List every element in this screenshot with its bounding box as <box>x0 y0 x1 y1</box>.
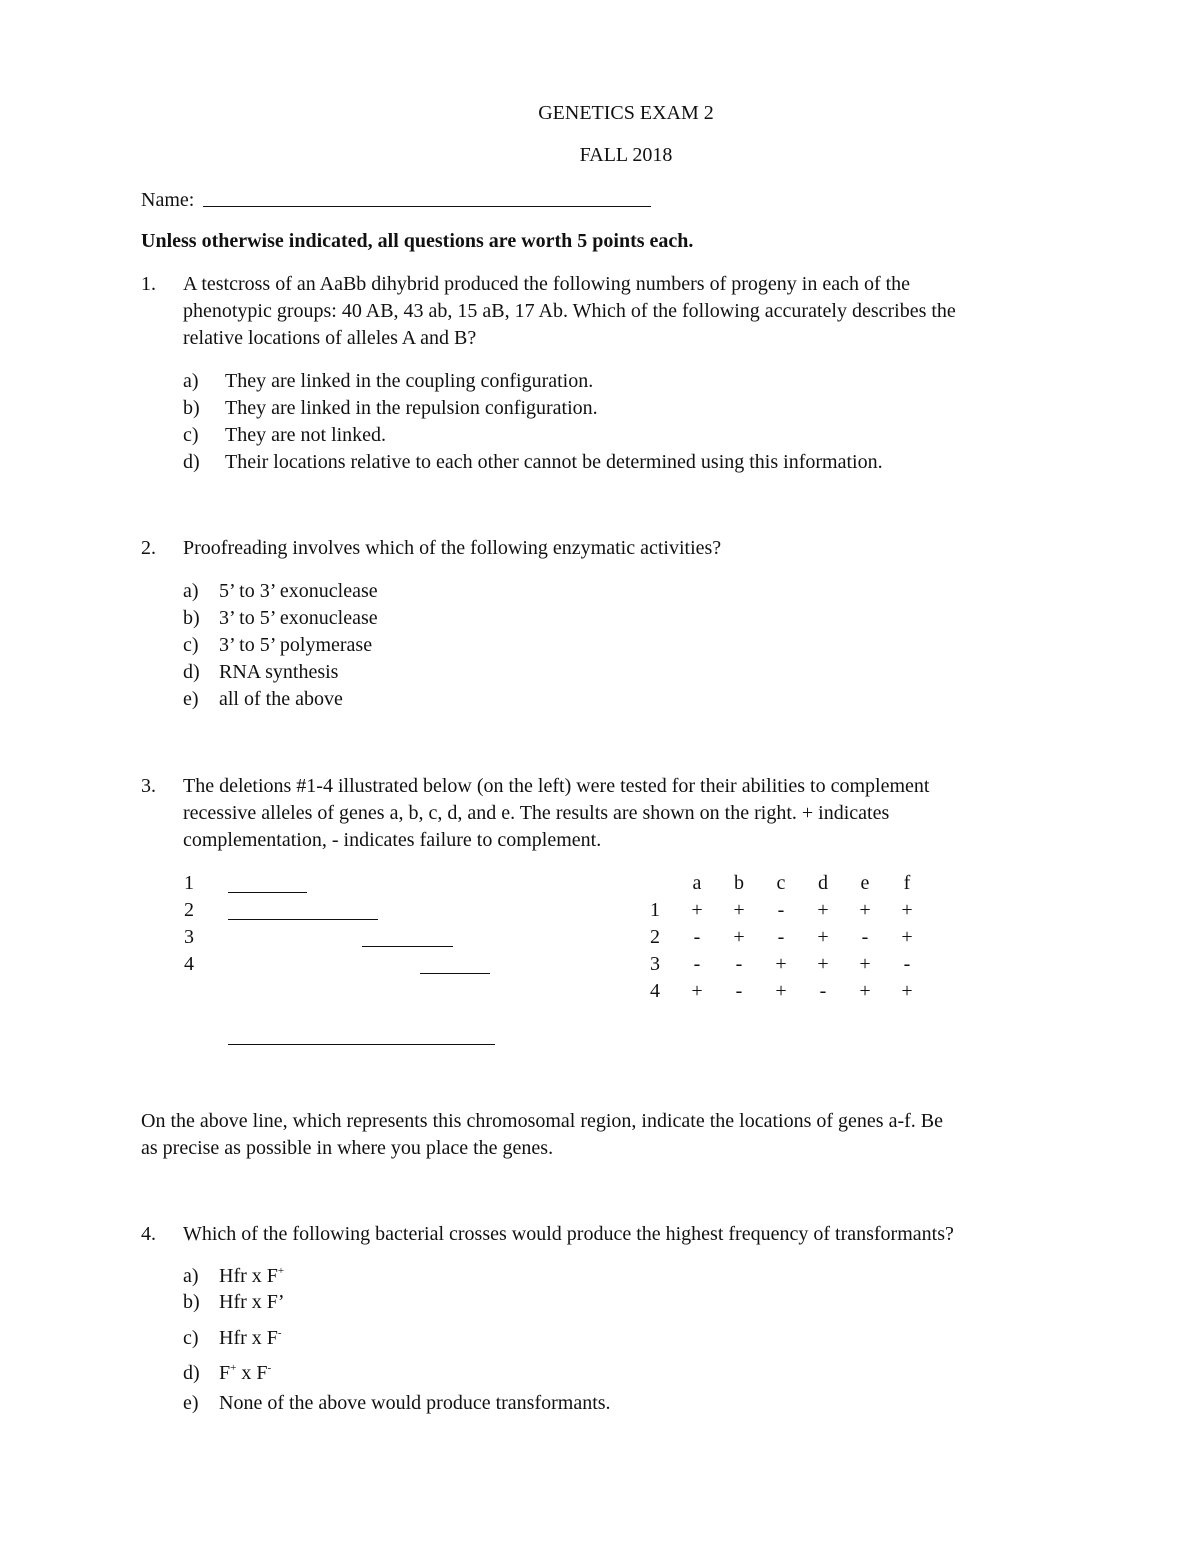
option-text <box>219 1290 285 1314</box>
option-text: 3’ to 5’ polymerase <box>219 634 373 656</box>
table-cell: + <box>817 899 829 921</box>
q1-text: relative locations of alleles A and B? <box>183 327 477 349</box>
option-letter: a) <box>183 370 199 392</box>
instructions: Unless otherwise indicated, all questions are worth 5 points each. <box>141 230 694 252</box>
table-cell: + <box>901 980 913 1002</box>
option-letter: e) <box>183 1392 199 1414</box>
deletion-3-bar <box>362 946 453 947</box>
option-text: They are linked in the coupling configuration. <box>225 370 594 392</box>
deletion-2-bar <box>228 919 378 920</box>
q3-number: 3. <box>141 775 156 797</box>
option-text: RNA synthesis <box>219 661 339 683</box>
q3-text: complementation, - indicates failure to complement. <box>183 829 602 851</box>
option-superscript: - <box>267 1362 272 1374</box>
q1-number: 1. <box>141 273 156 295</box>
q1-text: phenotypic groups: 40 AB, 43 ab, 15 aB, 17 Ab. Which of the following accurately describes the <box>183 300 956 322</box>
table-cell: - <box>693 926 701 948</box>
table-cell: + <box>733 899 745 921</box>
option-superscript: - <box>277 1327 282 1339</box>
table-cell: + <box>859 980 871 1002</box>
table-cell: - <box>735 980 743 1002</box>
option-tail: x F <box>236 1362 268 1384</box>
option-letter: c) <box>183 424 199 446</box>
option-superscript: + <box>277 1265 285 1277</box>
option-base: None of the above would produce transformants. <box>219 1392 611 1414</box>
option-letter: b) <box>183 1291 200 1313</box>
row-label: 4 <box>650 980 660 1002</box>
option-text: Their locations relative to each other cannot be determined using this information. <box>225 451 883 473</box>
option-text: They are not linked. <box>225 424 387 446</box>
option-text: all of the above <box>219 688 343 710</box>
table-cell: - <box>693 953 701 975</box>
column-header: e <box>860 872 870 894</box>
name-blank-line[interactable] <box>203 206 651 207</box>
table-cell: + <box>859 899 871 921</box>
option-text <box>219 1264 284 1288</box>
option-base: Hfr x F <box>219 1265 278 1287</box>
row-label: 2 <box>650 926 660 948</box>
option-text: 3’ to 5’ exonuclease <box>219 607 378 629</box>
q3-text: The deletions #1-4 illustrated below (on the left) were tested for their abilities to complement <box>183 775 930 797</box>
table-cell: + <box>901 899 913 921</box>
column-header: b <box>734 872 744 894</box>
q2-text: Proofreading involves which of the following enzymatic activities? <box>183 537 722 559</box>
table-cell: + <box>775 980 787 1002</box>
option-text: They are linked in the repulsion configuration. <box>225 397 598 419</box>
option-letter: b) <box>183 397 200 419</box>
q4-number: 4. <box>141 1223 156 1245</box>
table-cell: - <box>777 926 785 948</box>
table-cell: - <box>903 953 911 975</box>
option-letter: a) <box>183 1265 199 1287</box>
deletion-1-bar <box>228 892 307 893</box>
q4-text: Which of the following bacterial crosses would produce the highest frequency of transformants? <box>183 1223 954 1245</box>
q3-text: recessive alleles of genes a, b, c, d, and e. The results are shown on the right. + indicates <box>183 802 890 824</box>
option-text <box>219 1361 271 1385</box>
option-text <box>219 1391 611 1415</box>
option-base: Hfr x F’ <box>219 1291 285 1313</box>
column-header: a <box>692 872 702 894</box>
table-cell: - <box>819 980 827 1002</box>
table-cell: + <box>691 980 703 1002</box>
option-letter: b) <box>183 607 200 629</box>
option-base: Hfr x F <box>219 1327 278 1349</box>
table-cell: + <box>775 953 787 975</box>
name-label: Name: <box>141 189 195 211</box>
option-base: F <box>219 1362 231 1384</box>
deletion-4-bar <box>420 973 490 974</box>
chromosome-region-line[interactable] <box>228 1044 495 1045</box>
column-header: c <box>776 872 786 894</box>
column-header: d <box>818 872 828 894</box>
option-letter: e) <box>183 688 199 710</box>
column-header: f <box>903 872 911 894</box>
option-letter: a) <box>183 580 199 602</box>
table-cell: + <box>733 926 745 948</box>
table-cell: + <box>817 953 829 975</box>
table-cell: - <box>735 953 743 975</box>
exam-title: GENETICS EXAM 2 <box>538 102 714 124</box>
q3-followup: On the above line, which represents this chromosomal region, indicate the locations of genes a-f. Be <box>141 1110 943 1132</box>
table-cell: - <box>777 899 785 921</box>
table-cell: + <box>817 926 829 948</box>
table-cell: + <box>859 953 871 975</box>
option-letter: d) <box>183 661 200 683</box>
option-superscript: + <box>230 1362 237 1374</box>
exam-term: FALL 2018 <box>579 144 673 166</box>
option-letter: c) <box>183 1327 199 1349</box>
option-letter: d) <box>183 1362 200 1384</box>
table-cell: + <box>691 899 703 921</box>
deletion-label: 3 <box>184 926 194 948</box>
row-label: 3 <box>650 953 660 975</box>
deletion-label: 1 <box>184 872 194 894</box>
row-label: 1 <box>650 899 660 921</box>
option-text <box>219 1326 282 1350</box>
option-text: 5’ to 3’ exonuclease <box>219 580 378 602</box>
q3-followup: as precise as possible in where you place the genes. <box>141 1137 554 1159</box>
table-cell: + <box>901 926 913 948</box>
table-cell: - <box>861 926 869 948</box>
option-letter: d) <box>183 451 200 473</box>
deletion-label: 2 <box>184 899 194 921</box>
option-letter: c) <box>183 634 199 656</box>
q1-text: A testcross of an AaBb dihybrid produced the following numbers of progeny in each of the <box>183 273 911 295</box>
deletion-label: 4 <box>184 953 194 975</box>
q2-number: 2. <box>141 537 156 559</box>
